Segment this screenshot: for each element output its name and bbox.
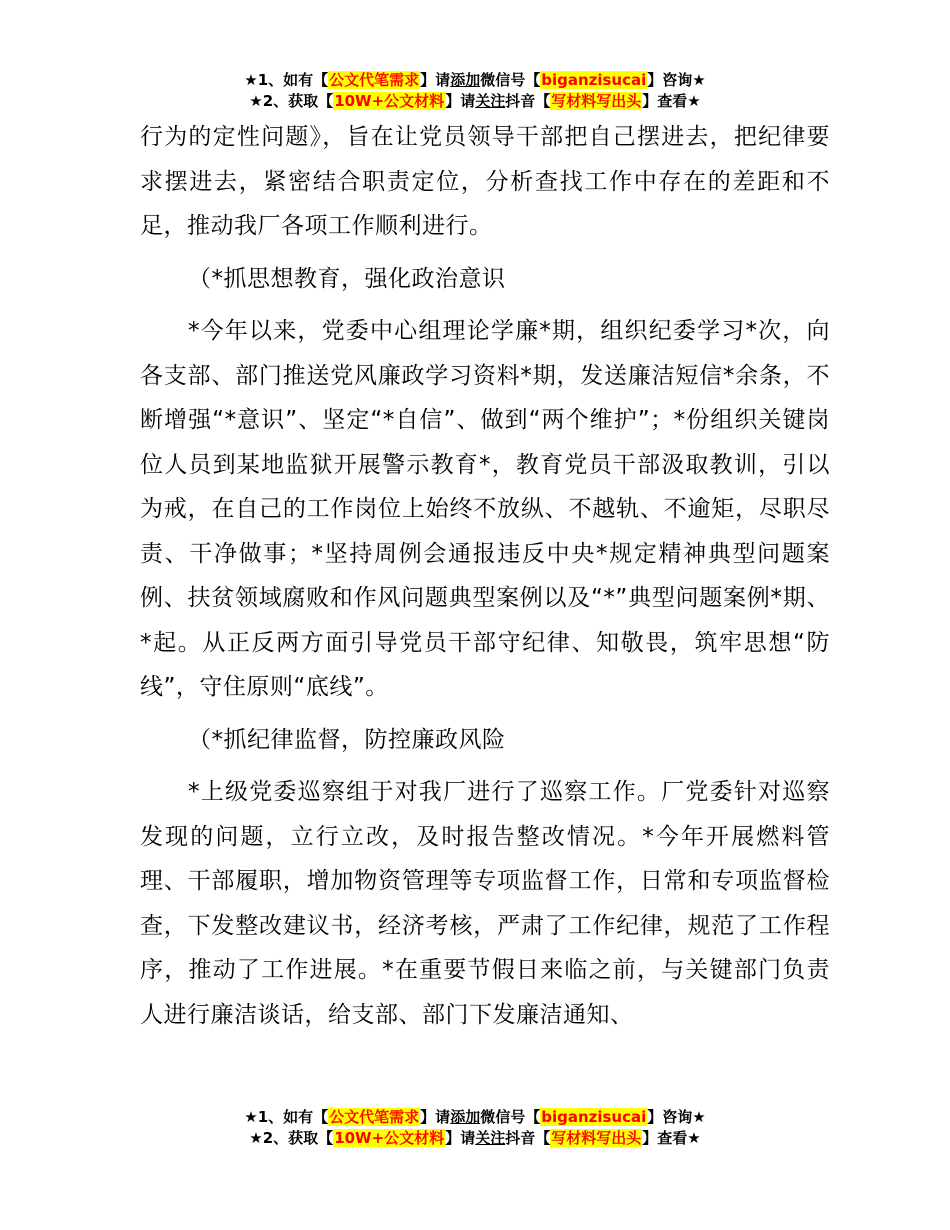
banner-highlight: 写材料写出头: [551, 1129, 642, 1147]
top-banner: [0, 70, 950, 112]
document-body: [140, 115, 830, 1037]
banner-line-2: [0, 91, 950, 112]
banner-highlight: 公文代笔需求: [329, 71, 420, 89]
banner-text: 】请: [445, 1129, 476, 1147]
section-heading-1: （*抓思想教育，强化政治意识: [188, 265, 506, 292]
banner-highlight: 写材料写出头: [551, 92, 642, 110]
bottom-banner: [0, 1107, 950, 1149]
banner-text: ★1、如有【: [244, 71, 329, 89]
banner-text: 】查看★: [642, 92, 701, 110]
paragraph-2: *今年以来，党委中心组理论学廉*期，组织纪委学习*次，向各支部、部门推送党风廉政学习资料*期，发送廉洁短信*余条，不断增强“*意识”、坚定“*自信”、做到“两个维护”；*份组织关键岗位人员到某地监狱开展警示教育*，教育党员干部汲取教训，引以为戒，在自己的工作岗位上始终不放纵、不越轨、不逾矩，尽职尽责、干净做事；*坚持周例会通报违反中央*规定精神典型问题案例、扶贫领域腐败和作风问题典型案例以及“*”典型问题案例*期、*起。从正反两方面引导党员干部守纪律、知敬畏，筑牢思想“防线”，守住原则“底线”。: [140, 318, 830, 700]
banner-underlined: 关注: [475, 1129, 506, 1147]
banner-highlight: biganzisucai: [541, 71, 647, 89]
banner-text: 】请: [445, 92, 476, 110]
banner-text: ★2、获取【: [249, 92, 334, 110]
banner-line-1: [0, 1107, 950, 1128]
banner-text: ★1、如有【: [244, 1108, 329, 1126]
banner-highlight: biganzisucai: [541, 1108, 647, 1126]
banner-underlined: 添加: [450, 71, 481, 89]
banner-text: 】请: [420, 71, 451, 89]
banner-line-1: [0, 70, 950, 91]
banner-highlight: 公文代笔需求: [329, 1108, 420, 1126]
section-heading-2: （*抓纪律监督，防控廉政风险: [188, 726, 506, 753]
banner-text: 微信号【: [480, 1108, 541, 1126]
paragraph-3: *上级党委巡察组于对我厂进行了巡察工作。厂党委针对巡察发现的问题，立行立改，及时报告整改情况。*今年开展燃料管理、干部履职，增加物资管理等专项监督工作，日常和专项监督检查，下发整改建议书，经济考核，严肃了工作纪律，规范了工作程序，推动了工作进展。*在重要节假日来临之前，与关键部门负责人进行廉洁谈话，给支部、部门下发廉洁通知、: [140, 779, 830, 1028]
banner-text: ★2、获取【: [249, 1129, 334, 1147]
banner-highlight: 10W+公文材料: [334, 92, 445, 110]
banner-text: 微信号【: [480, 71, 541, 89]
banner-underlined: 关注: [475, 92, 506, 110]
banner-text: 抖音【: [505, 1129, 551, 1147]
paragraph-1: 行为的定性问题》，旨在让党员领导干部把自己摆进去，把纪律要求摆进去，紧密结合职责定位，分析查找工作中存在的差距和不足，推动我厂各项工作顺利进行。: [140, 124, 830, 239]
banner-text: 】请: [420, 1108, 451, 1126]
banner-highlight: 10W+公文材料: [334, 1129, 445, 1147]
banner-underlined: 添加: [450, 1108, 481, 1126]
banner-text: 】查看★: [642, 1129, 701, 1147]
banner-line-2: [0, 1128, 950, 1149]
banner-text: 】咨询★: [647, 1108, 706, 1126]
banner-text: 】咨询★: [647, 71, 706, 89]
banner-text: 抖音【: [505, 92, 551, 110]
